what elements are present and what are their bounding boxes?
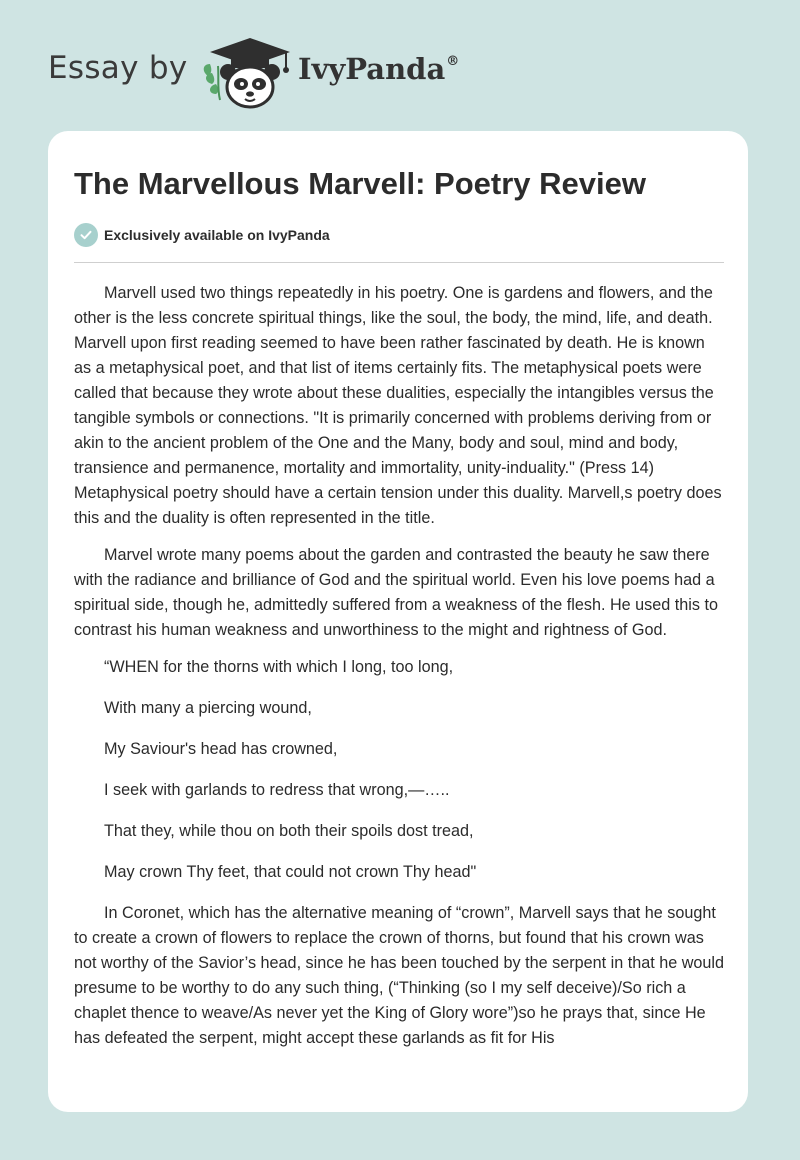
verse-line: I seek with garlands to redress that wrong,—….. <box>104 781 450 799</box>
verse-line: My Saviour's head has crowned, <box>104 740 338 758</box>
brand-name: IvyPanda <box>298 52 446 86</box>
site-header <box>0 0 800 130</box>
verse-line: “WHEN for the thorns with which I long, too long, <box>104 658 454 676</box>
paragraph: In Coronet, which has the alternative meaning of “crown”, Marvell says that he sought to create a crown of flowers to replace the crown of thorns, but found that his crown was not worthy of the Savior’s head, since he has been touched by the serpent in that he would presume to be worthy to do any such thing, (“Thinking (so I my self deceive)/So rich a chaplet thence to weave/As never yet the King of Glory wore”)so he prays that, since He has defeated the serpent, might accept these garlands as fit for His <box>74 904 725 1047</box>
panda-logo-icon[interactable] <box>198 36 294 110</box>
title-divider <box>74 262 724 263</box>
essay-card <box>48 131 748 1112</box>
registered-mark: ® <box>446 54 460 69</box>
brand-wordmark[interactable] <box>298 52 459 86</box>
verse-line: May crown Thy feet, that could not crown Thy head" <box>104 863 477 881</box>
availability-badge <box>74 223 330 247</box>
brand-prefix: Essay by <box>48 50 188 86</box>
page-title: The Marvellous Marvell: Poetry Review <box>74 166 646 201</box>
paragraph: Marvell used two things repeatedly in his poetry. One is gardens and flowers, and the other is the less concrete spiritual things, like the soul, the body, the mind, life, and death. Marvell upon first reading seemed to have been rather fascinated by death. He is known as a metaphysical poet, and that list of items certainly fits. The metaphysical poets were called that because they wrote about these dualities, especially the intangibles versus the tangible symbols or connections. "It is primarily concerned with problems deriving from or akin to the ancient problem of the One and the Many, body and soul, mind and body, transience and permanence, mortality and immortality, unity-induality." (Press 14) Metaphysical poetry should have a certain tension under this duality. Marvell,s poetry does this and the duality is often represented in the title. <box>74 284 722 527</box>
verse-line: With many a piercing wound, <box>104 699 312 717</box>
verse-line: That they, while thou on both their spoils dost tread, <box>104 822 474 840</box>
check-circle-icon <box>74 223 98 247</box>
essay-body <box>74 281 725 1063</box>
paragraph: Marvel wrote many poems about the garden and contrasted the beauty he saw there with the radiance and brilliance of God and the spiritual world. Even his love poems had a spiritual side, though he, admittedly suffered from a weakness of the flesh. He used this to contrast his human weakness and unworthiness to the might and rightness of God. <box>74 546 718 639</box>
availability-text: Exclusively available on IvyPanda <box>104 227 330 243</box>
